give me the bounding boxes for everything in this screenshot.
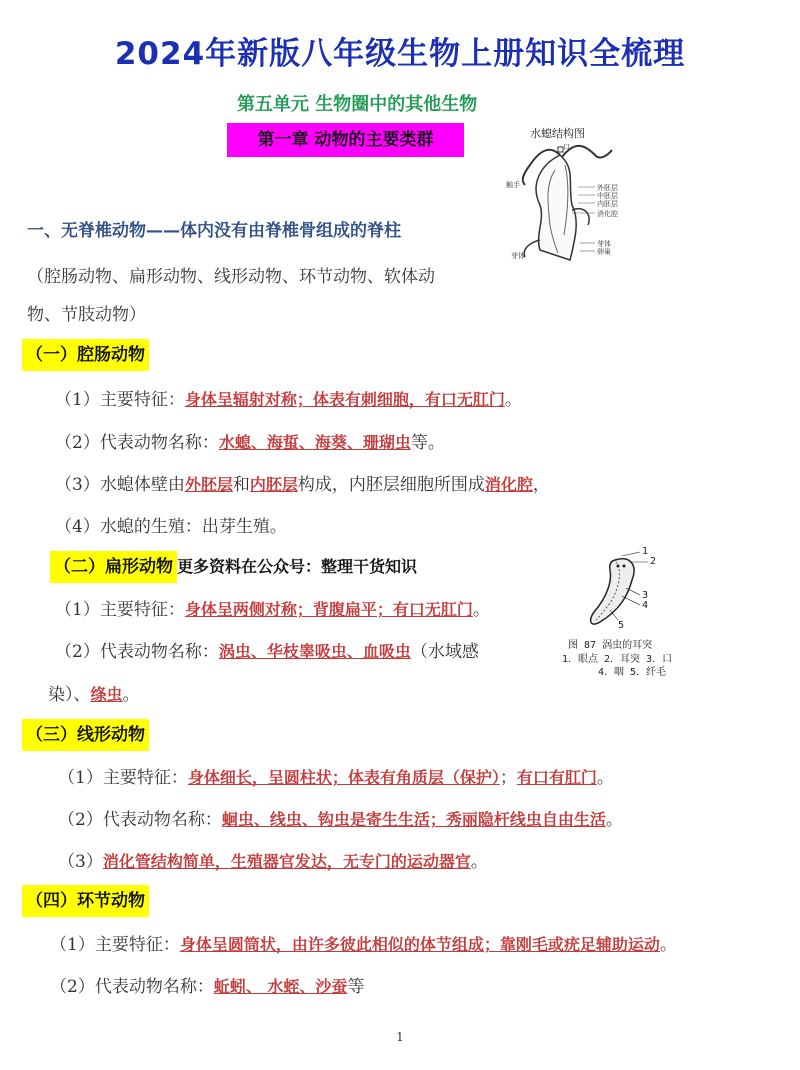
hydra-label-tentacle: 触手 [506,181,520,189]
roundworm-line-2 [58,805,623,830]
answer-text: 消化管结构简单，生殖器官发达，无专门的运动器官 [102,852,471,871]
label-main-features: （1）主要特征： [50,935,180,955]
punctuation: 。 [470,852,488,872]
text-segment: 和 [232,475,250,495]
answer-text: 身体呈两侧对称；背腹扁平；有口无肛门 [184,600,473,619]
section-intro-line1: （腔肠动物、扁形动物、线形动物、环节动物、软体动 [27,267,435,287]
flatworm-line-2 [55,637,479,662]
punctuation: 。 [659,935,677,955]
roundworm-heading: （三）线形动物 [22,719,149,751]
answer-text: 身体细长，呈圆柱状；体表有角质层（保护） [187,768,500,787]
answer-text: 蛔虫、线虫、钩虫是寄生生活；秀丽隐杆线虫自由生活 [221,810,606,829]
answer-text: 蚯蚓、 水蛭、沙蚕 [213,977,348,996]
punctuation: ； [499,768,517,788]
annelid-line-2 [50,972,364,997]
label-main-features: （1）主要特征： [55,390,185,410]
text-segment: 构成，内胚层细胞所围成 [297,475,485,495]
cnidaria-line-2 [55,428,445,453]
hydra-label-mesoglea: 中胚层 [597,192,618,200]
roundworm-line-1 [58,763,614,788]
cnidaria-line-1 [55,385,522,410]
answer-text: 水螅、海蜇、海葵、珊瑚虫 [218,433,411,452]
hydra-figure [500,125,630,275]
punctuation: ， [532,475,550,495]
planaria-illustration [560,550,700,635]
text-segment: （3） [58,852,103,872]
label-representative: （2）代表动物名称： [55,433,219,453]
answer-text: 身体呈辐射对称；体表有刺细胞，有口无肛门 [184,390,505,409]
roundworm-heading-wrap [22,720,149,745]
hydra-label-digestive-cavity: 消化腔 [597,210,618,218]
cnidaria-line-4: （4）水螅的生殖：出芽生殖。 [55,517,287,537]
hydra-label-ectoderm: 外胚层 [597,184,618,192]
flatworm-heading-extra: 更多资料在公众号：整理干货知识 [177,557,418,576]
annelid-heading: （四）环节动物 [22,885,149,917]
section-invertebrates-heading: 一、无脊椎动物——体内没有由脊椎骨组成的脊柱 [27,221,401,241]
text-segment: 等 [347,977,365,997]
section-intro-line2: 物、节肢动物） [27,305,146,325]
hydra-label-endoderm: 内胚层 [597,200,618,208]
label-representative: （2）代表动物名称： [58,810,222,830]
flatworm-line-1 [55,595,490,620]
punctuation: 。 [504,390,522,410]
planaria-caption-legend-1: 1．眼点 2．耳突 3．口 [562,654,673,665]
planaria-num-4: 4 [642,600,649,611]
hydra-figure-title: 水螅结构图 [530,127,585,140]
page-number: 1 [396,1030,404,1044]
punctuation: 。 [605,810,623,830]
text-segment: （水域感 [410,642,479,662]
annelid-line-1 [50,930,677,955]
planaria-num-5: 5 [618,620,625,631]
label-main-features: （1）主要特征： [55,600,185,620]
punctuation: 。 [472,600,490,620]
planaria-num-1: 1 [642,546,649,557]
flatworm-line-2b [48,680,140,705]
label-representative: （2）代表动物名称： [55,642,219,662]
answer-text: 涡虫、华枝睾吸虫、血吸虫 [218,642,411,661]
punctuation: 等。 [410,433,445,453]
answer-text: 外胚层 [184,475,233,494]
planaria-caption-title: 图 87 涡虫的耳突 [568,640,653,651]
label-representative: （2）代表动物名称： [50,977,214,997]
punctuation: 。 [596,768,614,788]
planaria-num-3: 3 [642,590,649,601]
chapter-banner: 第一章 动物的主要类群 [227,123,464,157]
cnidaria-heading: （一）腔肠动物 [22,339,149,371]
hydra-label-bud-1: 芽体 [597,240,611,248]
answer-text: 有口有肛门 [516,768,597,787]
label-main-features: （1）主要特征： [58,768,188,788]
text-segment: 染）、 [48,685,91,705]
document-title: 2024年新版八年级生物上册知识全梳理 [114,36,686,72]
answer-text: 内胚层 [249,475,298,494]
cnidaria-line-3 [55,470,550,495]
unit-heading: 第五单元 生物圈中的其他生物 [237,94,478,115]
answer-text: 身体呈圆筒状，由许多彼此相似的体节组成；靠刚毛或疣足辅助运动 [179,935,660,954]
roundworm-line-3 [58,847,488,872]
annelid-heading-wrap [22,886,149,911]
planaria-caption-legend-2: 4．咽 5．纤毛 [598,667,667,678]
cnidaria-heading-wrap [22,340,149,365]
hydra-label-bud-2: 芽体 [511,252,525,260]
punctuation: 。 [122,685,140,705]
text-segment: （3）水螅体壁由 [55,475,185,495]
flatworm-heading-wrap [50,552,417,577]
answer-text: 绦虫 [90,685,123,704]
hydra-label-ovary: 卵巢 [597,248,611,256]
hydra-label-mouth: 口 [563,143,570,151]
flatworm-heading: （二）扁形动物 [50,551,177,583]
answer-text: 消化腔 [484,475,533,494]
planaria-num-2: 2 [650,556,657,567]
planaria-figure [560,546,700,680]
